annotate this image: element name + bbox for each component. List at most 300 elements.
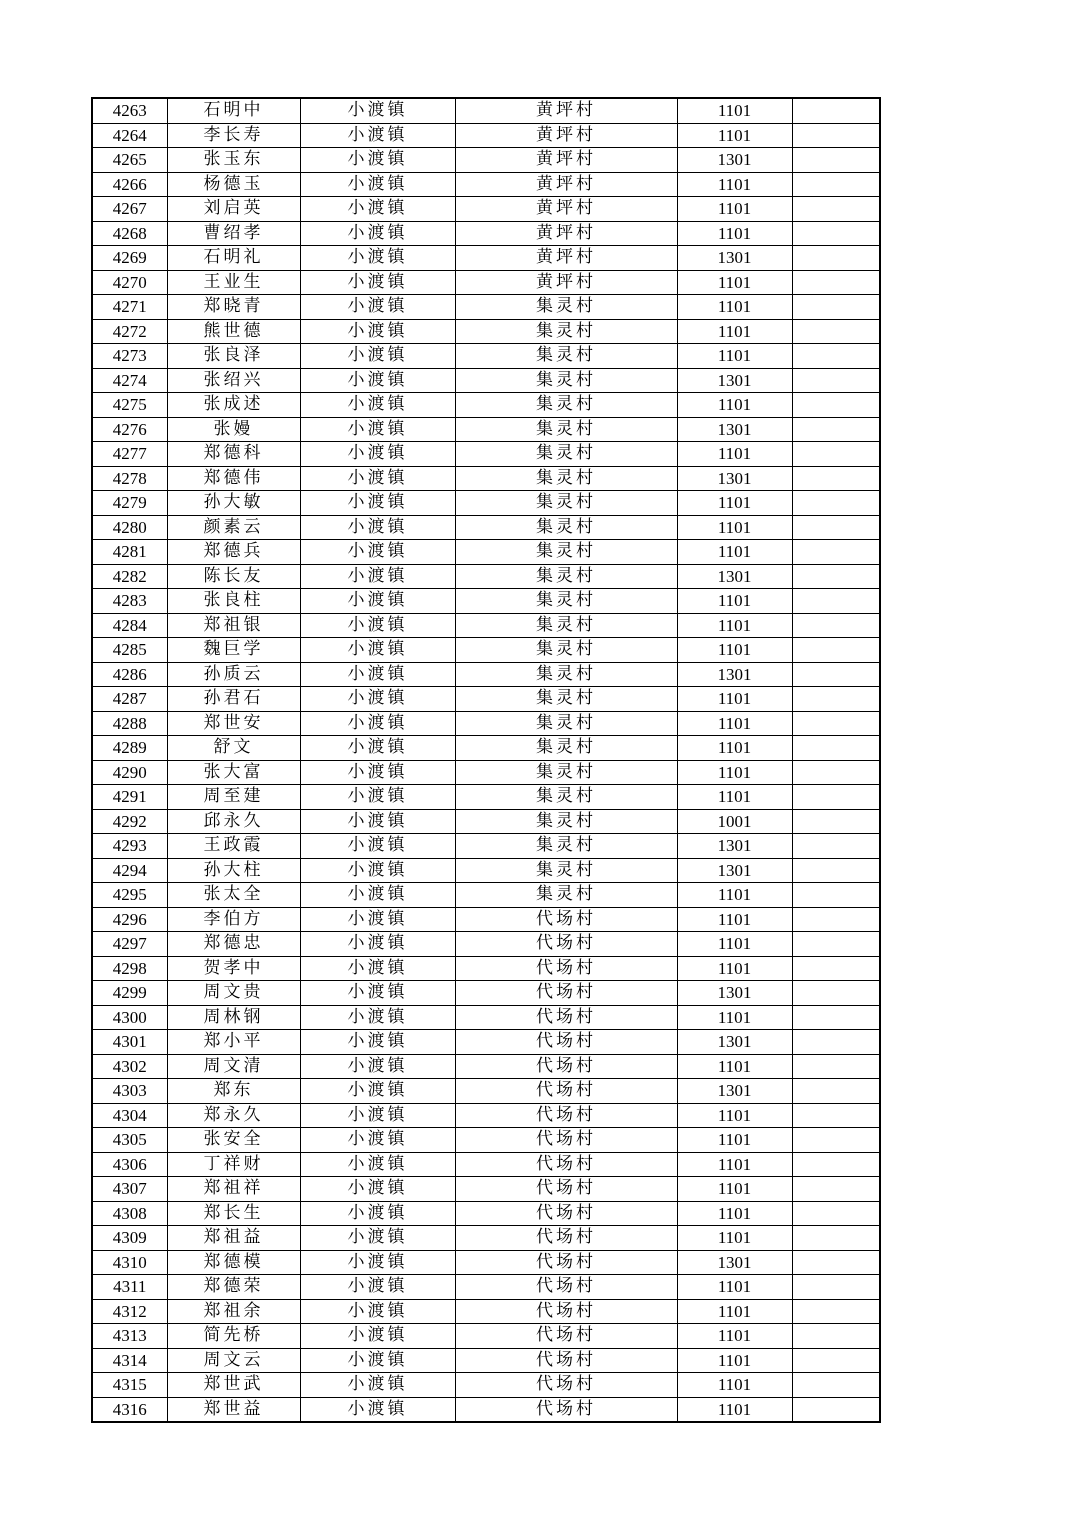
code-cell: 1101 — [677, 1201, 792, 1226]
remark-cell — [792, 270, 880, 295]
remark-cell — [792, 956, 880, 981]
table-row — [92, 1299, 880, 1324]
code-cell: 1101 — [677, 785, 792, 810]
remark-cell — [792, 319, 880, 344]
serial-number-cell: 4299 — [92, 981, 167, 1006]
village-cell: 集灵村 — [455, 834, 677, 859]
table-row — [92, 319, 880, 344]
remark-cell — [792, 711, 880, 736]
township-cell: 小渡镇 — [300, 1299, 455, 1324]
remark-cell — [792, 246, 880, 271]
township-cell: 小渡镇 — [300, 932, 455, 957]
remark-cell — [792, 1299, 880, 1324]
table-row — [92, 1005, 880, 1030]
village-cell: 代场村 — [455, 1299, 677, 1324]
village-cell: 集灵村 — [455, 540, 677, 565]
table-row — [92, 785, 880, 810]
name-cell: 简先桥 — [167, 1324, 300, 1349]
serial-number-cell: 4288 — [92, 711, 167, 736]
serial-number-cell: 4263 — [92, 98, 167, 123]
remark-cell — [792, 1226, 880, 1251]
remark-cell — [792, 638, 880, 663]
village-cell: 集灵村 — [455, 883, 677, 908]
name-cell: 郑世益 — [167, 1397, 300, 1422]
village-cell: 代场村 — [455, 1054, 677, 1079]
remark-cell — [792, 1152, 880, 1177]
table-row — [92, 1128, 880, 1153]
village-cell: 代场村 — [455, 1324, 677, 1349]
code-cell: 1301 — [677, 834, 792, 859]
serial-number-cell: 4316 — [92, 1397, 167, 1422]
village-cell: 集灵村 — [455, 736, 677, 761]
village-cell: 集灵村 — [455, 687, 677, 712]
name-cell: 郑祖益 — [167, 1226, 300, 1251]
name-cell: 周文云 — [167, 1348, 300, 1373]
name-cell: 郑东 — [167, 1079, 300, 1104]
village-cell: 集灵村 — [455, 393, 677, 418]
village-cell: 集灵村 — [455, 368, 677, 393]
table-row — [92, 932, 880, 957]
table-row — [92, 809, 880, 834]
serial-number-cell: 4310 — [92, 1250, 167, 1275]
code-cell: 1101 — [677, 589, 792, 614]
table-row — [92, 1373, 880, 1398]
serial-number-cell: 4304 — [92, 1103, 167, 1128]
code-cell: 1101 — [677, 491, 792, 516]
name-cell: 郑祖银 — [167, 613, 300, 638]
remark-cell — [792, 1348, 880, 1373]
remark-cell — [792, 98, 880, 123]
village-cell: 集灵村 — [455, 319, 677, 344]
code-cell: 1101 — [677, 319, 792, 344]
remark-cell — [792, 491, 880, 516]
code-cell: 1301 — [677, 466, 792, 491]
name-cell: 郑小平 — [167, 1030, 300, 1055]
village-cell: 集灵村 — [455, 442, 677, 467]
table-row — [92, 442, 880, 467]
table-row — [92, 295, 880, 320]
serial-number-cell: 4298 — [92, 956, 167, 981]
township-cell: 小渡镇 — [300, 295, 455, 320]
table-row — [92, 221, 880, 246]
name-cell: 石明礼 — [167, 246, 300, 271]
township-cell: 小渡镇 — [300, 711, 455, 736]
code-cell: 1301 — [677, 662, 792, 687]
township-cell: 小渡镇 — [300, 1177, 455, 1202]
name-cell: 周林钢 — [167, 1005, 300, 1030]
township-cell: 小渡镇 — [300, 1348, 455, 1373]
remark-cell — [792, 1177, 880, 1202]
village-cell: 黄坪村 — [455, 246, 677, 271]
code-cell: 1301 — [677, 368, 792, 393]
table-row — [92, 246, 880, 271]
remark-cell — [792, 907, 880, 932]
village-cell: 代场村 — [455, 1201, 677, 1226]
township-cell: 小渡镇 — [300, 148, 455, 173]
remark-cell — [792, 1275, 880, 1300]
code-cell: 1101 — [677, 393, 792, 418]
serial-number-cell: 4294 — [92, 858, 167, 883]
name-cell: 李伯方 — [167, 907, 300, 932]
remark-cell — [792, 785, 880, 810]
village-cell: 集灵村 — [455, 760, 677, 785]
code-cell: 1101 — [677, 1152, 792, 1177]
remark-cell — [792, 172, 880, 197]
name-cell: 孙大柱 — [167, 858, 300, 883]
remark-cell — [792, 1250, 880, 1275]
table-row — [92, 736, 880, 761]
remark-cell — [792, 662, 880, 687]
code-cell: 1101 — [677, 1397, 792, 1422]
serial-number-cell: 4315 — [92, 1373, 167, 1398]
name-cell: 张嫚 — [167, 417, 300, 442]
remark-cell — [792, 442, 880, 467]
remark-cell — [792, 221, 880, 246]
code-cell: 1101 — [677, 638, 792, 663]
remark-cell — [792, 1128, 880, 1153]
table-row — [92, 270, 880, 295]
code-cell: 1101 — [677, 1054, 792, 1079]
table-row — [92, 711, 880, 736]
township-cell: 小渡镇 — [300, 1005, 455, 1030]
township-cell: 小渡镇 — [300, 981, 455, 1006]
serial-number-cell: 4296 — [92, 907, 167, 932]
code-cell: 1101 — [677, 270, 792, 295]
code-cell: 1101 — [677, 1299, 792, 1324]
serial-number-cell: 4289 — [92, 736, 167, 761]
remark-cell — [792, 834, 880, 859]
remark-cell — [792, 344, 880, 369]
name-cell: 周文贵 — [167, 981, 300, 1006]
serial-number-cell: 4297 — [92, 932, 167, 957]
name-cell: 郑永久 — [167, 1103, 300, 1128]
code-cell: 1301 — [677, 1250, 792, 1275]
serial-number-cell: 4278 — [92, 466, 167, 491]
table-row — [92, 1030, 880, 1055]
township-cell: 小渡镇 — [300, 613, 455, 638]
village-cell: 集灵村 — [455, 613, 677, 638]
remark-cell — [792, 1054, 880, 1079]
remark-cell — [792, 1324, 880, 1349]
remark-cell — [792, 981, 880, 1006]
code-cell: 1101 — [677, 1128, 792, 1153]
code-cell: 1101 — [677, 344, 792, 369]
village-cell: 代场村 — [455, 981, 677, 1006]
village-cell: 代场村 — [455, 1079, 677, 1104]
village-cell: 集灵村 — [455, 662, 677, 687]
village-cell: 代场村 — [455, 1348, 677, 1373]
township-cell: 小渡镇 — [300, 834, 455, 859]
serial-number-cell: 4282 — [92, 564, 167, 589]
remark-cell — [792, 932, 880, 957]
code-cell: 1101 — [677, 98, 792, 123]
table-row — [92, 1226, 880, 1251]
township-cell: 小渡镇 — [300, 270, 455, 295]
code-cell: 1101 — [677, 515, 792, 540]
township-cell: 小渡镇 — [300, 760, 455, 785]
name-cell: 张绍兴 — [167, 368, 300, 393]
code-cell: 1101 — [677, 221, 792, 246]
table-row — [92, 1079, 880, 1104]
name-cell: 郑晓青 — [167, 295, 300, 320]
table-row — [92, 1275, 880, 1300]
village-cell: 代场村 — [455, 1152, 677, 1177]
township-cell: 小渡镇 — [300, 515, 455, 540]
code-cell: 1101 — [677, 1373, 792, 1398]
township-cell: 小渡镇 — [300, 1397, 455, 1422]
village-cell: 集灵村 — [455, 589, 677, 614]
code-cell: 1101 — [677, 295, 792, 320]
serial-number-cell: 4266 — [92, 172, 167, 197]
village-cell: 代场村 — [455, 1275, 677, 1300]
code-cell: 1001 — [677, 809, 792, 834]
code-cell: 1301 — [677, 246, 792, 271]
village-cell: 黄坪村 — [455, 172, 677, 197]
township-cell: 小渡镇 — [300, 858, 455, 883]
serial-number-cell: 4306 — [92, 1152, 167, 1177]
remark-cell — [792, 1030, 880, 1055]
table-row — [92, 1152, 880, 1177]
serial-number-cell: 4273 — [92, 344, 167, 369]
name-cell: 郑长生 — [167, 1201, 300, 1226]
serial-number-cell: 4301 — [92, 1030, 167, 1055]
table-row — [92, 1054, 880, 1079]
township-cell: 小渡镇 — [300, 907, 455, 932]
table-row — [92, 638, 880, 663]
remark-cell — [792, 466, 880, 491]
code-cell: 1101 — [677, 1275, 792, 1300]
code-cell: 1301 — [677, 981, 792, 1006]
table-row — [92, 197, 880, 222]
name-cell: 郑德荣 — [167, 1275, 300, 1300]
table-row — [92, 393, 880, 418]
remark-cell — [792, 1201, 880, 1226]
village-cell: 代场村 — [455, 956, 677, 981]
code-cell: 1101 — [677, 172, 792, 197]
table-row — [92, 540, 880, 565]
township-cell: 小渡镇 — [300, 1079, 455, 1104]
serial-number-cell: 4264 — [92, 123, 167, 148]
name-cell: 邱永久 — [167, 809, 300, 834]
remark-cell — [792, 613, 880, 638]
remark-cell — [792, 564, 880, 589]
remark-cell — [792, 858, 880, 883]
code-cell: 1101 — [677, 613, 792, 638]
name-cell: 孙质云 — [167, 662, 300, 687]
records-table-body — [92, 98, 880, 1422]
remark-cell — [792, 1005, 880, 1030]
township-cell: 小渡镇 — [300, 417, 455, 442]
table-row — [92, 1201, 880, 1226]
code-cell: 1301 — [677, 417, 792, 442]
serial-number-cell: 4275 — [92, 393, 167, 418]
name-cell: 郑世武 — [167, 1373, 300, 1398]
name-cell: 孙大敏 — [167, 491, 300, 516]
remark-cell — [792, 809, 880, 834]
village-cell: 黄坪村 — [455, 270, 677, 295]
township-cell: 小渡镇 — [300, 1030, 455, 1055]
code-cell: 1101 — [677, 736, 792, 761]
village-cell: 代场村 — [455, 1005, 677, 1030]
township-cell: 小渡镇 — [300, 393, 455, 418]
table-row — [92, 1103, 880, 1128]
serial-number-cell: 4283 — [92, 589, 167, 614]
village-cell: 集灵村 — [455, 344, 677, 369]
name-cell: 张太全 — [167, 883, 300, 908]
code-cell: 1101 — [677, 1348, 792, 1373]
remark-cell — [792, 589, 880, 614]
serial-number-cell: 4272 — [92, 319, 167, 344]
village-cell: 集灵村 — [455, 491, 677, 516]
name-cell: 张玉东 — [167, 148, 300, 173]
name-cell: 石明中 — [167, 98, 300, 123]
code-cell: 1101 — [677, 123, 792, 148]
name-cell: 郑德伟 — [167, 466, 300, 491]
remark-cell — [792, 393, 880, 418]
serial-number-cell: 4270 — [92, 270, 167, 295]
township-cell: 小渡镇 — [300, 491, 455, 516]
township-cell: 小渡镇 — [300, 662, 455, 687]
table-row — [92, 123, 880, 148]
name-cell: 贺孝中 — [167, 956, 300, 981]
name-cell: 郑德兵 — [167, 540, 300, 565]
name-cell: 杨德玉 — [167, 172, 300, 197]
serial-number-cell: 4281 — [92, 540, 167, 565]
name-cell: 周至建 — [167, 785, 300, 810]
township-cell: 小渡镇 — [300, 1275, 455, 1300]
serial-number-cell: 4311 — [92, 1275, 167, 1300]
serial-number-cell: 4277 — [92, 442, 167, 467]
name-cell: 张大富 — [167, 760, 300, 785]
village-cell: 集灵村 — [455, 564, 677, 589]
table-row — [92, 662, 880, 687]
township-cell: 小渡镇 — [300, 1152, 455, 1177]
serial-number-cell: 4269 — [92, 246, 167, 271]
name-cell: 颜素云 — [167, 515, 300, 540]
township-cell: 小渡镇 — [300, 246, 455, 271]
code-cell: 1101 — [677, 540, 792, 565]
serial-number-cell: 4268 — [92, 221, 167, 246]
document-sheet — [91, 97, 879, 1423]
serial-number-cell: 4267 — [92, 197, 167, 222]
township-cell: 小渡镇 — [300, 1250, 455, 1275]
township-cell: 小渡镇 — [300, 221, 455, 246]
table-row — [92, 687, 880, 712]
township-cell: 小渡镇 — [300, 319, 455, 344]
code-cell: 1301 — [677, 1079, 792, 1104]
name-cell: 魏巨学 — [167, 638, 300, 663]
village-cell: 代场村 — [455, 1177, 677, 1202]
table-row — [92, 981, 880, 1006]
code-cell: 1101 — [677, 442, 792, 467]
township-cell: 小渡镇 — [300, 466, 455, 491]
table-row — [92, 98, 880, 123]
name-cell: 郑祖祥 — [167, 1177, 300, 1202]
remark-cell — [792, 515, 880, 540]
code-cell: 1101 — [677, 907, 792, 932]
code-cell: 1101 — [677, 956, 792, 981]
name-cell: 郑世安 — [167, 711, 300, 736]
table-row — [92, 564, 880, 589]
village-cell: 集灵村 — [455, 809, 677, 834]
table-row — [92, 858, 880, 883]
village-cell: 集灵村 — [455, 295, 677, 320]
table-row — [92, 148, 880, 173]
village-cell: 代场村 — [455, 932, 677, 957]
code-cell: 1101 — [677, 1226, 792, 1251]
village-cell: 代场村 — [455, 1373, 677, 1398]
township-cell: 小渡镇 — [300, 442, 455, 467]
table-row — [92, 907, 880, 932]
serial-number-cell: 4308 — [92, 1201, 167, 1226]
township-cell: 小渡镇 — [300, 736, 455, 761]
serial-number-cell: 4313 — [92, 1324, 167, 1349]
remark-cell — [792, 123, 880, 148]
serial-number-cell: 4279 — [92, 491, 167, 516]
remark-cell — [792, 883, 880, 908]
township-cell: 小渡镇 — [300, 1128, 455, 1153]
table-row — [92, 368, 880, 393]
code-cell: 1301 — [677, 148, 792, 173]
township-cell: 小渡镇 — [300, 687, 455, 712]
remark-cell — [792, 148, 880, 173]
table-row — [92, 956, 880, 981]
serial-number-cell: 4284 — [92, 613, 167, 638]
table-row — [92, 1324, 880, 1349]
village-cell: 集灵村 — [455, 858, 677, 883]
township-cell: 小渡镇 — [300, 540, 455, 565]
code-cell: 1101 — [677, 711, 792, 736]
remark-cell — [792, 197, 880, 222]
township-cell: 小渡镇 — [300, 197, 455, 222]
township-cell: 小渡镇 — [300, 564, 455, 589]
serial-number-cell: 4307 — [92, 1177, 167, 1202]
name-cell: 郑德忠 — [167, 932, 300, 957]
remark-cell — [792, 1103, 880, 1128]
table-row — [92, 172, 880, 197]
remark-cell — [792, 295, 880, 320]
township-cell: 小渡镇 — [300, 1226, 455, 1251]
serial-number-cell: 4271 — [92, 295, 167, 320]
code-cell: 1101 — [677, 1324, 792, 1349]
table-row — [92, 834, 880, 859]
serial-number-cell: 4312 — [92, 1299, 167, 1324]
code-cell: 1101 — [677, 760, 792, 785]
village-cell: 代场村 — [455, 907, 677, 932]
village-cell: 黄坪村 — [455, 221, 677, 246]
name-cell: 丁祥财 — [167, 1152, 300, 1177]
remark-cell — [792, 1373, 880, 1398]
serial-number-cell: 4292 — [92, 809, 167, 834]
remark-cell — [792, 736, 880, 761]
township-cell: 小渡镇 — [300, 172, 455, 197]
township-cell: 小渡镇 — [300, 1201, 455, 1226]
serial-number-cell: 4265 — [92, 148, 167, 173]
name-cell: 熊世德 — [167, 319, 300, 344]
name-cell: 陈长友 — [167, 564, 300, 589]
table-row — [92, 417, 880, 442]
table-row — [92, 515, 880, 540]
village-cell: 集灵村 — [455, 515, 677, 540]
code-cell: 1101 — [677, 197, 792, 222]
code-cell: 1101 — [677, 1103, 792, 1128]
name-cell: 郑德模 — [167, 1250, 300, 1275]
village-cell: 代场村 — [455, 1103, 677, 1128]
serial-number-cell: 4309 — [92, 1226, 167, 1251]
table-row — [92, 1397, 880, 1422]
serial-number-cell: 4291 — [92, 785, 167, 810]
township-cell: 小渡镇 — [300, 1324, 455, 1349]
